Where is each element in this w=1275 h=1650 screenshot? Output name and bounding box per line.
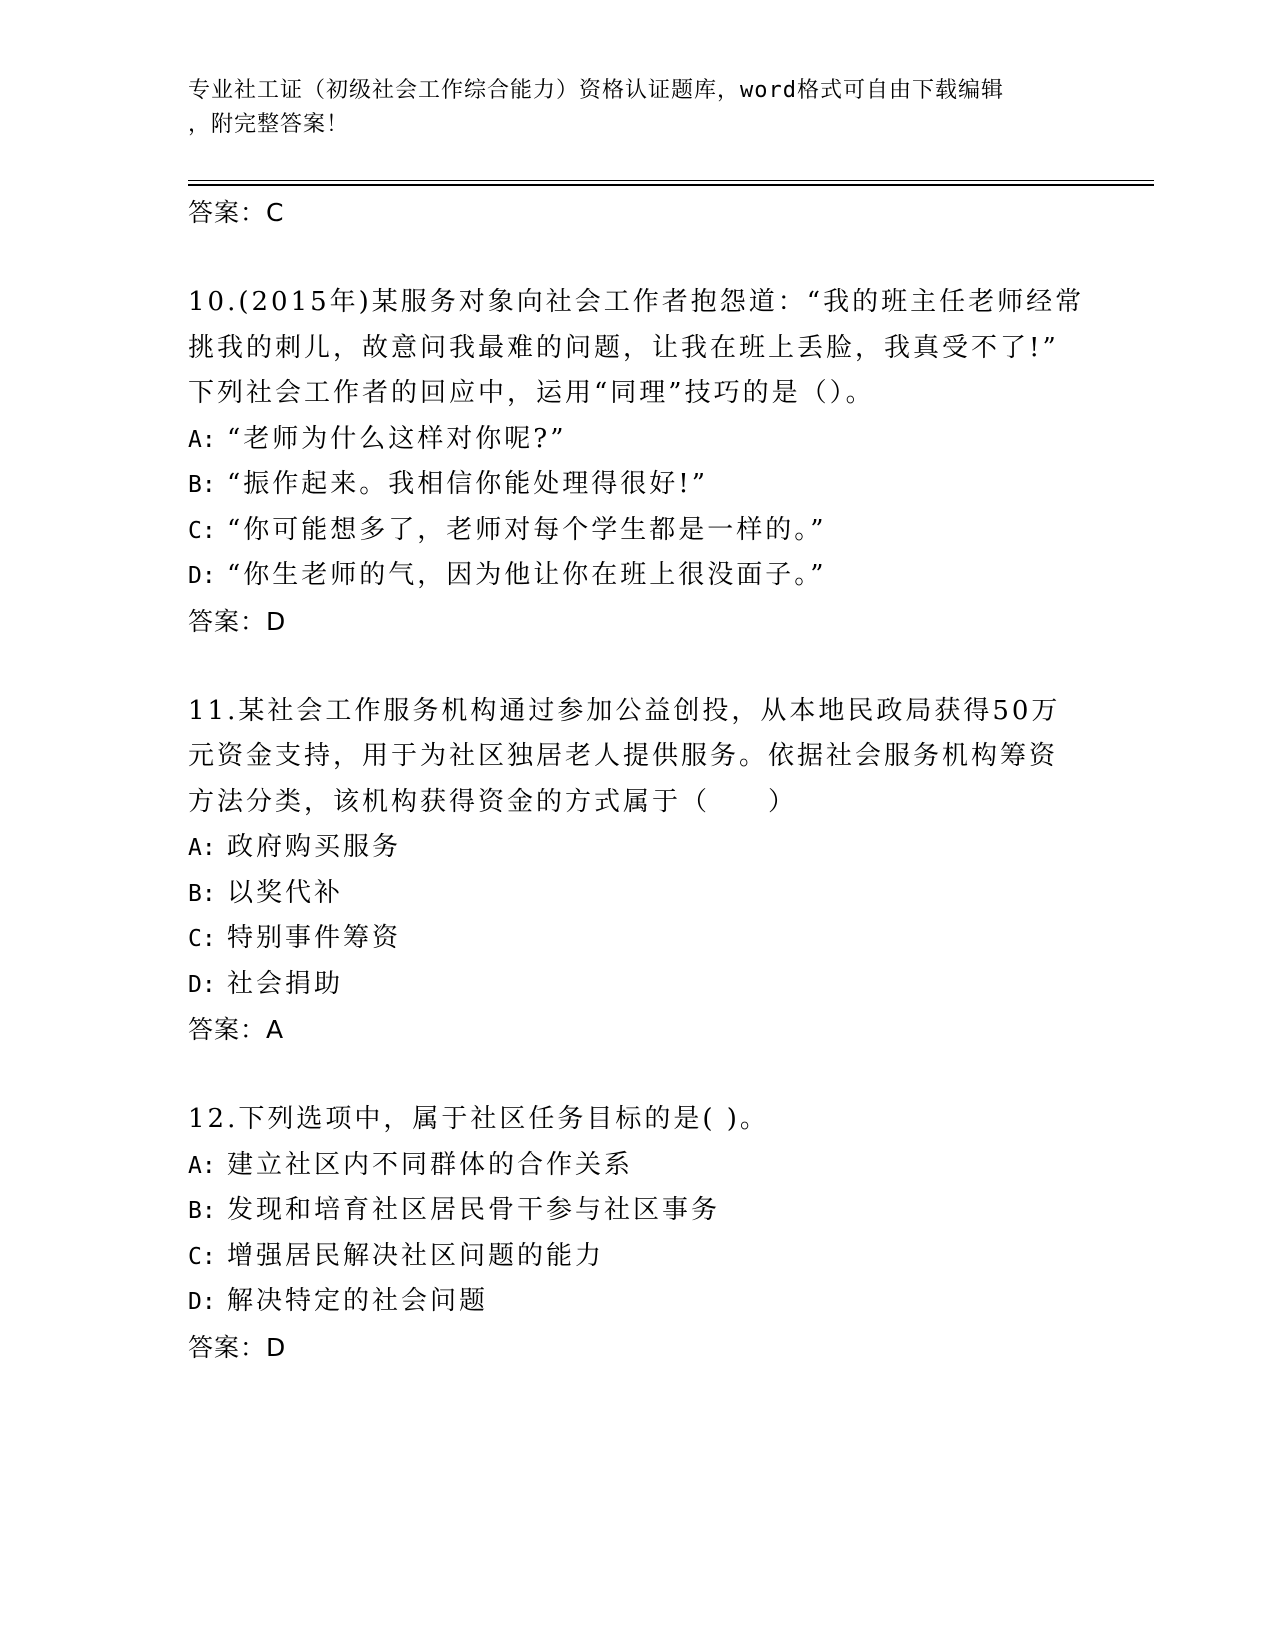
option-text: 以奖代补: [226, 877, 343, 908]
option-b: [188, 1188, 1088, 1234]
option-text: 建立社区内不同群体的合作关系: [226, 1149, 633, 1180]
previous-answer: 答案：C: [188, 198, 285, 227]
option-key: C:: [188, 926, 216, 952]
spacer: [188, 236, 1088, 280]
option-d: [188, 553, 1088, 599]
option-key: B:: [188, 1198, 216, 1224]
answer-line: 答案：D: [188, 606, 287, 636]
question-stem-line: 11.某社会工作服务机构通过参加公益创投，从本地民政局获得50万: [188, 695, 1061, 726]
option-key: D:: [188, 1289, 216, 1315]
option-a: [188, 825, 1088, 871]
option-text: “老师为什么这样对你呢?”: [226, 423, 567, 454]
question-stem-line: 10.(2015年)某服务对象向社会工作者抱怨道：“我的班主任老师经常: [188, 287, 1085, 317]
question-stem-line: 挑我的刺儿，故意问我最难的问题，让我在班上丢脸，我真受不了!”: [188, 332, 1059, 363]
option-key: B:: [188, 472, 216, 498]
option-text: 发现和培育社区居民骨干参与社区事务: [226, 1195, 720, 1225]
header-rule-thick: [188, 184, 1154, 186]
header-line-1: 专业社工证（初级社会工作综合能力）资格认证题库，word格式可自由下载编辑: [188, 78, 1004, 103]
option-b: [188, 462, 1088, 508]
option-key: D:: [188, 971, 216, 998]
question-stem-line: 12.下列选项中，属于社区任务目标的是( )。: [188, 1104, 769, 1134]
option-key: C:: [188, 517, 216, 544]
option-text: “你生老师的气，因为他让你在班上很没面子。”: [226, 560, 827, 590]
question-11: [188, 689, 1088, 1054]
option-c: [188, 1234, 1088, 1280]
option-key: C:: [188, 1243, 216, 1270]
question-12: [188, 1097, 1088, 1371]
option-text: “振作起来。我相信你能处理得很好!”: [226, 469, 709, 499]
option-c: [188, 916, 1088, 962]
header-rule-thin: [188, 180, 1154, 181]
option-c: [188, 508, 1088, 554]
option-key: A:: [188, 1152, 216, 1179]
option-text: 增强居民解决社区问题的能力: [226, 1240, 604, 1271]
option-d: [188, 962, 1088, 1008]
option-key: A:: [188, 835, 216, 861]
option-b: [188, 871, 1088, 917]
answer-line: 答案：A: [188, 1015, 285, 1044]
question-10: [188, 280, 1088, 645]
option-key: D:: [188, 563, 216, 589]
option-a: [188, 1143, 1088, 1189]
question-list: [188, 190, 1088, 1371]
option-text: 政府购买服务: [226, 832, 401, 862]
question-stem-line: 方法分类，该机构获得资金的方式属于（ ）: [188, 786, 798, 817]
option-text: 特别事件筹资: [226, 923, 401, 953]
option-text: 社会捐助: [226, 968, 343, 999]
option-d: [188, 1279, 1088, 1325]
option-text: 解决特定的社会问题: [226, 1286, 488, 1316]
document-header: [188, 74, 1088, 142]
option-key: B:: [188, 880, 216, 907]
answer-line: 答案：D: [188, 1332, 287, 1362]
spacer: [188, 645, 1088, 689]
option-text: “你可能想多了，老师对每个学生都是一样的。”: [226, 514, 827, 545]
option-a: [188, 417, 1088, 463]
header-line-2: ，附完整答案！: [188, 112, 350, 137]
spacer: [188, 1053, 1088, 1097]
option-key: A:: [188, 426, 216, 453]
question-stem-line: 元资金支持，用于为社区独居老人提供服务。依据社会服务机构筹资: [188, 741, 1059, 771]
question-stem-line: 下列社会工作者的回应中，运用“同理”技巧的是（）。: [188, 378, 875, 408]
